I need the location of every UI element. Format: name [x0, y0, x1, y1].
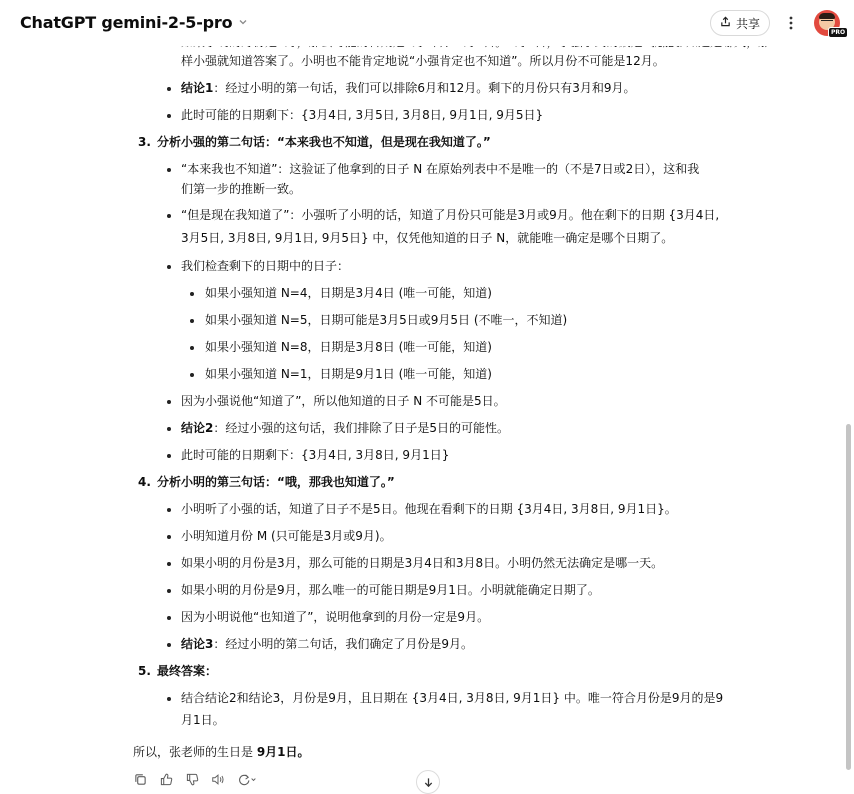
copy-icon[interactable] — [132, 771, 148, 787]
bullet-dot — [167, 589, 171, 593]
list-item: 我们检查剩下的日期中的日子： — [181, 259, 350, 273]
section-number: 4. — [138, 475, 151, 489]
conclusion-3: 结论3：经过小明的第二句话，我们确定了月份是9月。 — [181, 637, 473, 651]
list-item: 结合结论2和结论3，月份是9月，且日期在 {3月4日, 3月8日, 9月1日} 中。唯一符合月份是9月的是9 — [181, 691, 724, 705]
list-item: “但是现在我知道了”：小强听了小明的话，知道了月份只可能是3月或9月。他在剩下的日期 {3月4日, — [181, 208, 720, 222]
section-4-heading: 分析小明的第三句话：“哦，那我也知道了。” — [157, 475, 395, 489]
conclusion-1: 结论1：经过小明的第一句话，我们可以排除6月和12月。剩下的月份只有3月和9月。 — [181, 81, 636, 95]
arrow-down-icon — [423, 773, 434, 792]
avatar-hair — [819, 13, 835, 19]
bullet-dot — [167, 643, 171, 647]
scrollbar-thumb[interactable] — [846, 424, 851, 770]
sub-bullet-dot — [190, 373, 194, 377]
final-answer-sentence: 所以，张老师的生日是 9月1日。 — [133, 745, 310, 759]
list-item: 小明听了小强的话，知道了日子不是5日。他现在看剩下的日期 {3月4日, 3月8日, 9月1日}。 — [181, 502, 677, 516]
bullet-dot — [167, 168, 171, 172]
share-label: 共享 — [735, 16, 760, 31]
bullet-dot — [167, 214, 171, 218]
section-3-heading: 分析小强的第二句话：“本来我也不知道，但是现在我知道了。” — [157, 135, 491, 149]
sub-list-item: 如果小强知道 N=5，日期可能是3月5日或9月5日 (不唯一，不知道) — [205, 313, 568, 327]
bullet-dot — [167, 454, 171, 458]
list-item: 小明知道月份 M (只可能是3月或9月)。 — [181, 529, 392, 543]
bullet-dot — [167, 616, 171, 620]
partial-text-line: 样小强就知道答案了。小明也不能肯定地说“小强肯定也不知道”。所以月份不可能是12月。 — [181, 54, 665, 68]
pro-badge: PRO — [828, 27, 848, 38]
scroll-down-button[interactable] — [416, 770, 440, 794]
bullet-dot — [167, 535, 171, 539]
thumbs-up-icon[interactable] — [158, 771, 174, 787]
section-number: 3. — [138, 135, 151, 149]
list-item-cont: 月1日。 — [181, 713, 225, 727]
list-item: 如果小明的月份是3月，那么可能的日期是3月4日和3月8日。小明仍然无法确定是哪一天。 — [181, 556, 664, 570]
more-options-icon[interactable] — [782, 12, 800, 34]
share-icon — [720, 16, 731, 30]
model-name: ChatGPT gemini-2-5-pro — [20, 13, 233, 32]
speaker-icon[interactable] — [210, 771, 226, 787]
sub-list-item: 如果小强知道 N=1，日期是9月1日 (唯一可能，知道) — [205, 367, 492, 381]
conclusion-2: 结论2：经过小强的这句话，我们排除了日子是5日的可能性。 — [181, 421, 509, 435]
sub-list-item: 如果小强知道 N=8，日期是3月8日 (唯一可能，知道) — [205, 340, 492, 354]
refresh-icon[interactable] — [236, 771, 258, 787]
thumbs-down-icon[interactable] — [184, 771, 200, 787]
bullet-dot — [167, 427, 171, 431]
sub-bullet-dot — [190, 319, 194, 323]
sub-list-item: 如果小强知道 N=4，日期是3月4日 (唯一可能，知道) — [205, 286, 492, 300]
list-item: 因为小强说他“知道了”，所以他知道的日子 N 不可能是5日。 — [181, 394, 506, 408]
list-item: “本来我也不知道”：这验证了他拿到的日子 N 在原始列表中不是唯一的（不是7日或2日），这和我 — [181, 162, 700, 176]
list-item: 如果小明的月份是9月，那么唯一的可能日期是9月1日。小明就能确定日期了。 — [181, 583, 600, 597]
list-item-cont: 们第一步的推断一致。 — [181, 182, 302, 196]
top-bar — [0, 0, 854, 46]
bullet-dot — [167, 87, 171, 91]
section-number: 5. — [138, 664, 151, 678]
list-item: 因为小明说他“也知道了”，说明他拿到的月份一定是9月。 — [181, 610, 490, 624]
bullet-dot — [167, 508, 171, 512]
bullet-dot — [167, 562, 171, 566]
bullet-dot — [167, 697, 171, 701]
list-item-cont: 3月5日, 3月8日, 9月1日, 9月5日} 中，仅凭他知道的日子 N，就能唯一确定是哪个日期了。 — [181, 231, 674, 245]
sub-bullet-dot — [190, 346, 194, 350]
remaining-dates-1: 此时可能的日期剩下：{3月4日, 3月5日, 3月8日, 9月1日, 9月5日} — [181, 108, 544, 122]
share-button[interactable] — [710, 10, 770, 36]
model-selector[interactable] — [20, 13, 248, 32]
sub-bullet-dot — [190, 292, 194, 296]
bullet-dot — [167, 114, 171, 118]
user-avatar[interactable] — [814, 10, 846, 36]
bullet-dot — [167, 265, 171, 269]
bullet-dot — [167, 400, 171, 404]
avatar-glasses — [821, 20, 833, 24]
chevron-down-icon — [238, 16, 248, 30]
remaining-dates-2: 此时可能的日期剩下：{3月4日, 3月8日, 9月1日} — [181, 448, 450, 462]
section-5-heading: 最终答案： — [157, 664, 218, 678]
message-actions — [132, 770, 258, 788]
